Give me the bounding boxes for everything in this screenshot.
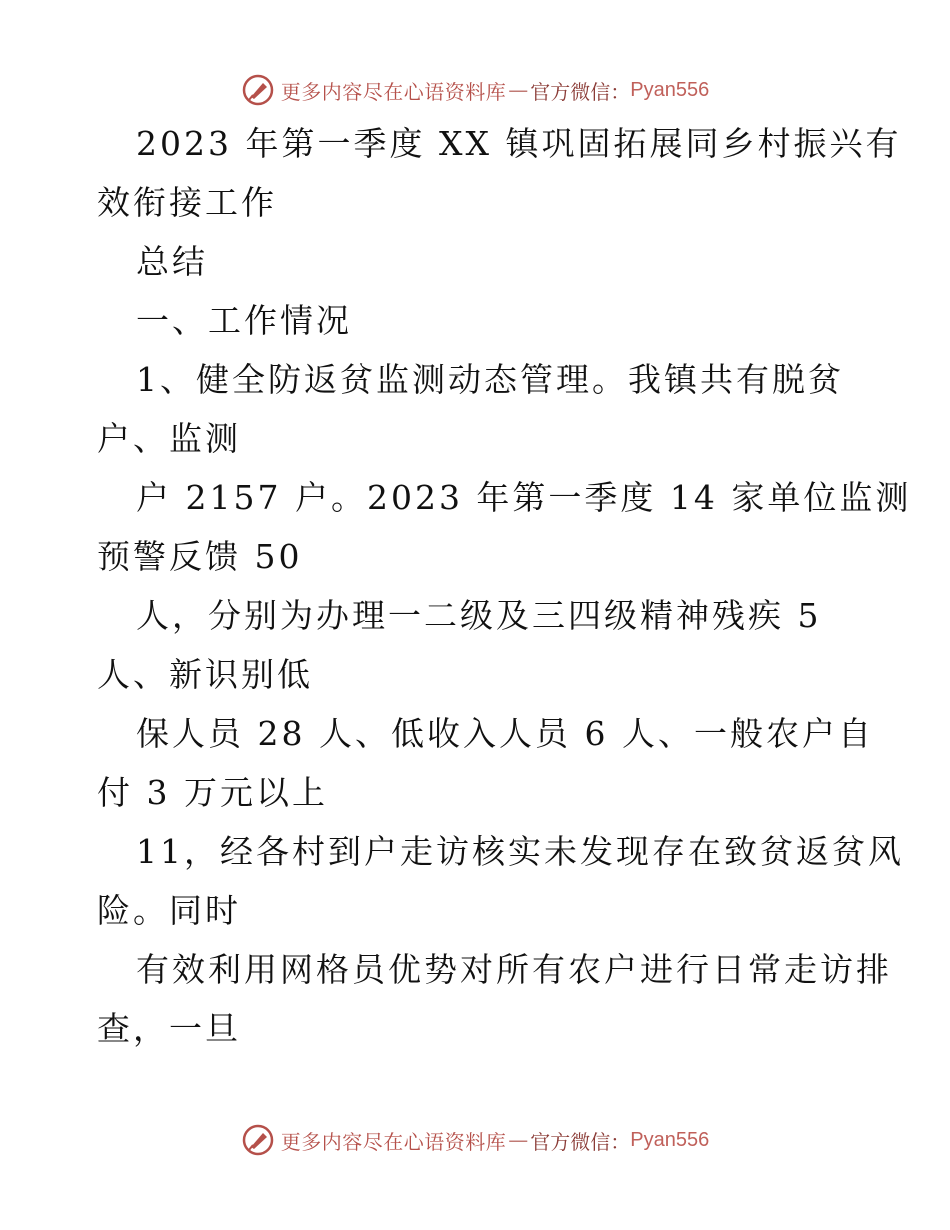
watermark-wechat-label: 官方微信： xyxy=(530,79,631,104)
text-line: 效衔接工作 xyxy=(97,183,277,222)
text-line: 有效利用网格员优势对所有农户进行日常走访排 xyxy=(136,950,892,989)
text-line: 11，经各村到户走访核实未发现存在致贫返贫风 xyxy=(136,832,904,871)
pen-nib-logo-icon xyxy=(241,1123,275,1157)
text-line: 保人员 28 人、低收入人员 6 人、一般农户自 xyxy=(136,714,874,753)
footer-watermark xyxy=(0,1120,950,1160)
watermark-wechat-id: Pyan556 xyxy=(630,78,710,101)
text-line: 一、工作情况 xyxy=(136,301,352,340)
watermark-text: 更多内容尽在心语资料库 xyxy=(280,1129,507,1154)
watermark-wechat-label: 官方微信： xyxy=(530,1129,631,1154)
text-line: 人，分别为办理一二级及三四级精神残疾 5 xyxy=(136,596,822,635)
text-line: 户 2157 户。2023 年第一季度 14 家单位监测 xyxy=(136,478,912,517)
text-line: 查，一旦 xyxy=(97,1009,241,1048)
pen-nib-logo-icon xyxy=(241,73,275,107)
text-line: 险。同时 xyxy=(97,891,241,930)
watermark-text: 更多内容尽在心语资料库 xyxy=(280,79,507,104)
text-line: 1、健全防返贫监测动态管理。我镇共有脱贫 xyxy=(136,360,844,399)
text-line: 2023 年第一季度 XX 镇巩固拓展同乡村振兴有 xyxy=(136,124,902,163)
text-line: 总结 xyxy=(136,242,208,281)
text-line: 付 3 万元以上 xyxy=(97,773,328,812)
text-line: 户、监测 xyxy=(97,419,241,458)
text-line: 预警反馈 50 xyxy=(97,537,303,576)
watermark-separator: — xyxy=(508,78,529,102)
watermark-wechat-id: Pyan556 xyxy=(630,1128,710,1151)
header-watermark xyxy=(0,70,950,110)
watermark-separator: — xyxy=(508,1128,529,1152)
text-line: 人、新识别低 xyxy=(97,655,313,694)
